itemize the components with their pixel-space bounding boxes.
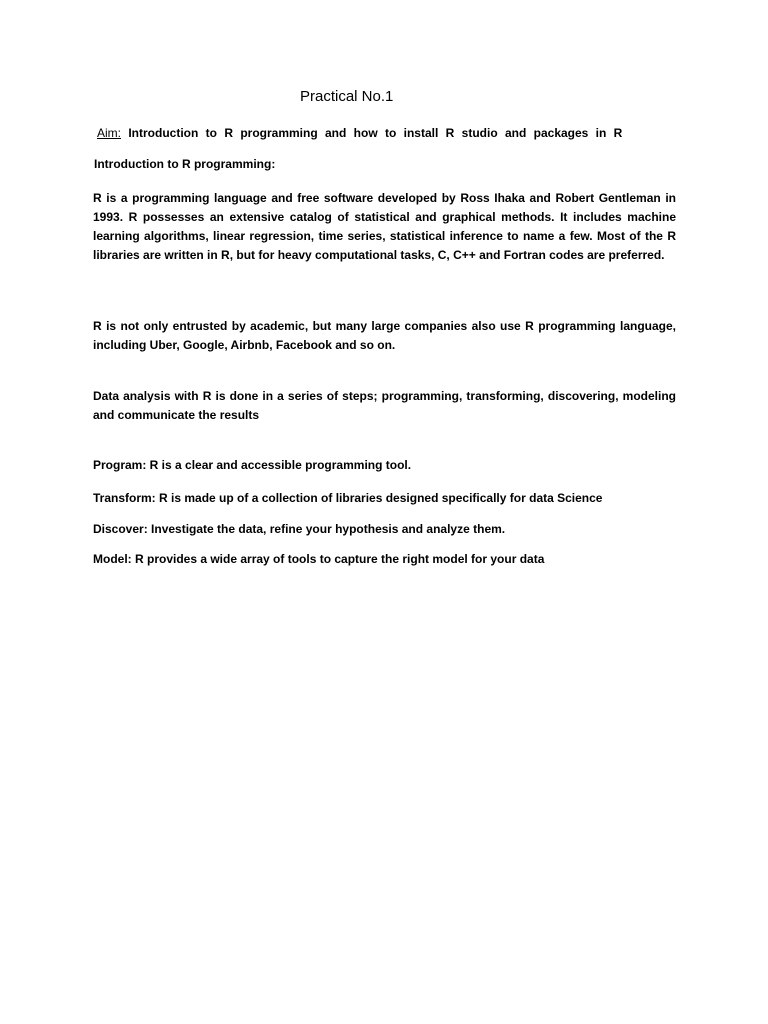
aim-text: Introduction to R programming and how to install R studio and packages in R bbox=[121, 126, 623, 140]
page-title: Practical No.1 bbox=[300, 88, 394, 105]
aim-line bbox=[97, 126, 677, 140]
intro-heading: Introduction to R programming: bbox=[94, 157, 276, 171]
paragraph-data-analysis: Data analysis with R is done in a series of steps; programming, transforming, discovering, modeling and communicate the results bbox=[93, 389, 676, 422]
paragraph-intro: R is a programming language and free software developed by Ross Ihaka and Robert Gentleman in 1993. R possesses an extensive catalog of statistical and graphical methods. It includes machine learning algorithms, linear regression, time series, statistical inference to name a few. Most of the R libraries are written in R, but for heavy computational tasks, C, C++ and Fortran codes are preferred. bbox=[93, 191, 676, 262]
step-program: Program: R is a clear and accessible programming tool. bbox=[93, 458, 412, 472]
step-discover: Discover: Investigate the data, refine your hypothesis and analyze them. bbox=[93, 522, 506, 536]
aim-label: Aim: bbox=[97, 126, 121, 140]
step-transform: Transform: R is made up of a collection of libraries designed specifically for data Science bbox=[93, 491, 603, 505]
step-model: Model: R provides a wide array of tools to capture the right model for your data bbox=[93, 552, 545, 566]
paragraph-companies: R is not only entrusted by academic, but many large companies also use R programming language, including Uber, Google, Airbnb, Facebook and so on. bbox=[93, 319, 676, 352]
